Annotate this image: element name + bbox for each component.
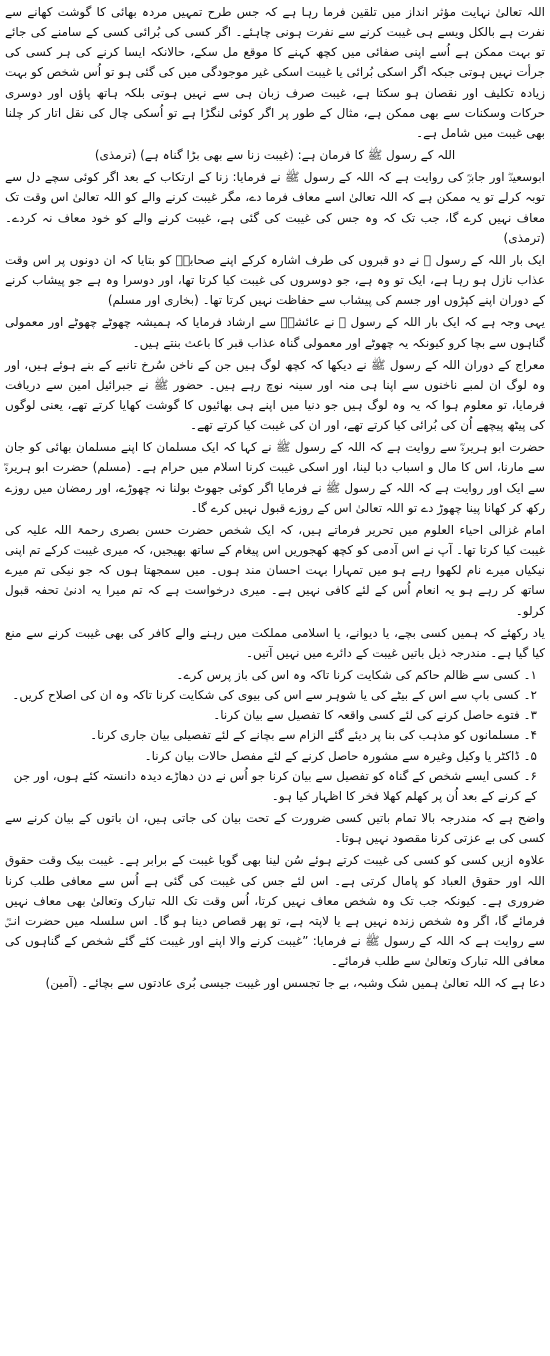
paragraph-clarification: واضح ہے کہ مندرجہ بالا تمام باتیں کسی ضرورت کے تحت بیان کی جاتی ہیں، ان باتوں کے بیان کرنے سے کسی کی بے عزتی کرنا مقصود نہیں ہوتا۔ (5, 811, 545, 846)
paragraph-abu-saeed-jabir: ابوسعیدؓ اور جابرؓ کی روایت ہے کہ اللہ کے رسول ﷺ نے فرمایا: زنا کے ارتکاب کے بعد اگر کوئی سچے دل سے توبہ کرلے تو یہ ممکن ہے کہ اللہ تعالیٰ اسے معاف فرما دے، مگر غیبت کرنے والے کو اللہ تعالیٰ اس وقت تک معاف نہیں کرے گا، جب تک کہ وہ جس کی غیبت کی گئی ہے، غیبت کرنے والے کو خود معاف نہ کردے۔ (ترمذی) (5, 170, 545, 245)
paragraph-closing-dua: دعا ہے کہ اللہ تعالیٰ ہمیں شک وشبہ، بے جا تجسس اور غیبت جیسی بُری عادتوں سے بچائے۔ (آمین) (45, 976, 545, 991)
exceptions-list (5, 665, 545, 806)
list-item: ۱۔ کسی سے ظالم حاکم کی شکایت کرنا تاکہ وہ اس کی باز پرس کرے۔ (176, 668, 537, 682)
paragraph-aisha: یہی وجہ ہے کہ ایک بار اللہ کے رسول ﷺ نے عائشہؓ سے ارشاد فرمایا کہ ہمیشہ چھوٹے چھوٹے اور معمولی گناہوں سے بچا کرو کیونکہ یہ چھوٹے اور معمولی گناہ عذاب قبر کا باعث بنتے ہیں۔ (5, 315, 545, 350)
paragraph-exceptions-intro: یاد رکھئے کہ ہمیں کسی بچے، یا دیوانے، یا اسلامی مملکت میں رہنے والے کافر کی بھی غیبت کرنے سے منع کیا گیا ہے۔ مندرجہ ذیل باتیں غیبت کے دائرے میں نہیں آتیں۔ (5, 625, 545, 660)
paragraph-two-graves: ایک بار اللہ کے رسول ﷺ نے دو قبروں کی طرف اشارہ کرکے اپنے صحابہؓ کو بتایا کہ ان دونوں پر اس وقت عذاب نازل ہو رہا ہے، ایک تو وہ ہے، جو دوسروں کی غیبت کیا کرتا تھا، اور دوسرا وہ ہے جو پیشاب کرنے کے دوران اپنے کپڑوں اور جسم کی پیشاب سے حفاظت نہیں کرتا تھا۔ (بخاری اور مسلم) (5, 252, 545, 308)
paragraph-listening-and-forgiveness: علاوہ ازیں کسی کو کسی کی غیبت کرتے ہوئے سُن لینا بھی گویا غیبت کے برابر ہے۔ غیبت بیک وقت حقوق اللہ اور حقوق العباد کو پامال کرتی ہے۔ اس لئے جس کی غیبت کی گئی ہے اُس سے معافی طلب کرنا ضروری ہے۔ کیونکہ جب تک وہ شخص معاف نہیں کرتا، اُس وقت تک اللہ تبارک وتعالیٰ بھی معاف نہیں فرمائے گا، اگر وہ شخص زندہ نہیں ہے یا لاپتہ ہے، تو پھر قصاص دینا ہو گا۔ اس سلسلہ میں حضرت انسؓ سے روایت ہے کہ اللہ کے رسول ﷺ نے فرمایا: ”غیبت کرنے والا اپنے اور غیبت کئے گئے شخص کے گناہوں کی معافی اللہ تبارک وتعالیٰ سے طلب فرمائے۔ (5, 853, 545, 969)
paragraph-hadith-quote: اللہ کے رسول ﷺ کا فرمان ہے: (غیبت زنا سے بھی بڑا گناہ ہے) (ترمذی) (94, 148, 456, 163)
list-item: ۴۔ مسلمانوں کو مذہب کی بنا پر دیئے گئے الزام سے بچانے کے لئے تفصیلی بیان جاری کرنا۔ (90, 728, 537, 743)
paragraph-miraj: معراج کے دوران اللہ کے رسول ﷺ نے دیکھا کہ کچھ لوگ ہیں جن کے ناخن سُرخ تانبے کے بنے ہوئے ہیں، اور وہ لوگ ان لمبے ناخنوں سے اپنا ہی منہ اور سینہ نوچ رہے ہیں۔ حضور ﷺ نے جبرائیل امین سے دریافت فرمایا، تو معلوم ہوا کہ یہ وہ لوگ ہیں جو دنیا میں اپنے ہی بھائیوں کا گوشت کھایا کرتے تھے، یعنی لوگوں کی پیٹھ پیچھے اُن کی بُرائی کیا کرتے تھے، اور ان کی غیبت کیا کرتے تھے۔ (5, 357, 545, 433)
paragraph-intro: اللہ تعالیٰ نہایت مؤثر انداز میں تلقین فرما رہا ہے کہ جس طرح تمہیں مردہ بھائی کا گوشت کھانے سے نفرت ہے بالکل ویسے ہی غیبت کرنے سے نفرت ہونی چاہئے۔ اگر کسی کی بُرائی کسی کے سامنے کی جائے تو بہت ممکن ہے اُسے اپنی صفائی میں کچھ کہنے کا موقع مل سکے، حالانکہ ایسا کرنے کی ہر کسی کی جرأت نہیں ہوتی جبکہ اگر اسکی بُرائی یا غیبت اسکی غیر موجودگی میں کی گئی ہو تو اُس شخص کو بہت زیادہ تکلیف اور نقصان ہو سکتا ہے، غیبت صرف زبان ہی سے نہیں ہوتی بلکہ ہاتھ پاؤں اور دوسری حرکات وسکنات سے بھی ممکن ہے، مثال کے طور پر اگر کوئی لنگڑا ہے تو اُسکی چال کی نقل اتار کر چلنا بھی غیبت میں شامل ہے۔ (5, 5, 545, 140)
list-item: ۶۔ کسی ایسے شخص کے گناہ کو تفصیل سے بیان کرنا جو اُس نے دن دھاڑے دیدہ دانستہ کئے ہوں، اور جن کے کرنے کے بعد اُن پر کھلم کھلا فخر کا اظہار کیا ہو۔ (13, 768, 537, 803)
paragraph-abu-hurairah: حضرت ابو ہریرہؓ سے روایت ہے کہ اللہ کے رسول ﷺ نے کہا کہ ایک مسلمان کا اپنے مسلمان بھائی کو جان سے مارنا، اس کا مال و اسباب دبا لینا، اور اسکی غیبت کرنا اسلام میں حرام ہے۔ (مسلم) حضرت ابو ہریرہؓ سے ایک اور روایت ہے کہ اللہ کے رسول ﷺ نے فرمایا اگر کوئی جھوٹ بولنا نہ چھوڑے، اور رمضان میں روزے رکھ کر کھانا پینا چھوڑ دے تو اللہ تعالیٰ اس کے روزے قبول نہیں کرے گا۔ (5, 440, 545, 515)
list-item: ۵۔ ڈاکٹر یا وکیل وغیرہ سے مشورہ حاصل کرنے کے لئے مفصل حالات بیان کرنا۔ (144, 748, 537, 763)
list-item: ۲۔ کسی باپ سے اس کے بیٹے کی یا شوہر سے اس کی بیوی کی شکایت کرنا تاکہ وہ ان کی اصلاح کریں۔ (12, 688, 537, 703)
list-item: ۳۔ فتوے حاصل کرنے کی لئے کسی واقعہ کا تفصیل سے بیان کرنا۔ (213, 708, 537, 723)
paragraph-imam-ghazali: امام غزالی احیاء العلوم میں تحریر فرماتے ہیں، کہ ایک شخص حضرت حسن بصری رحمۃ اللہ علیہ کی غیبت کیا کرتا تھا۔ آپ نے اس آدمی کو کچھ کھجوریں اس پیغام کے ساتھ بھیجیں، کہ میری غیبت کرکے تم اپنی نیکیاں میرے نام لکھوا رہے ہو میں تمہارا بہت احسان مند ہوں۔ میں سمجھتا ہوں کہ جو نیکی تم میرے ساتھ کر رہے ہو یہ انعام اُس کے لئے کافی نہیں ہے۔ میری درخواست ہے کہ تم میرا یہ ادنیٰ تحفہ قبول کرلو۔ (5, 522, 545, 618)
